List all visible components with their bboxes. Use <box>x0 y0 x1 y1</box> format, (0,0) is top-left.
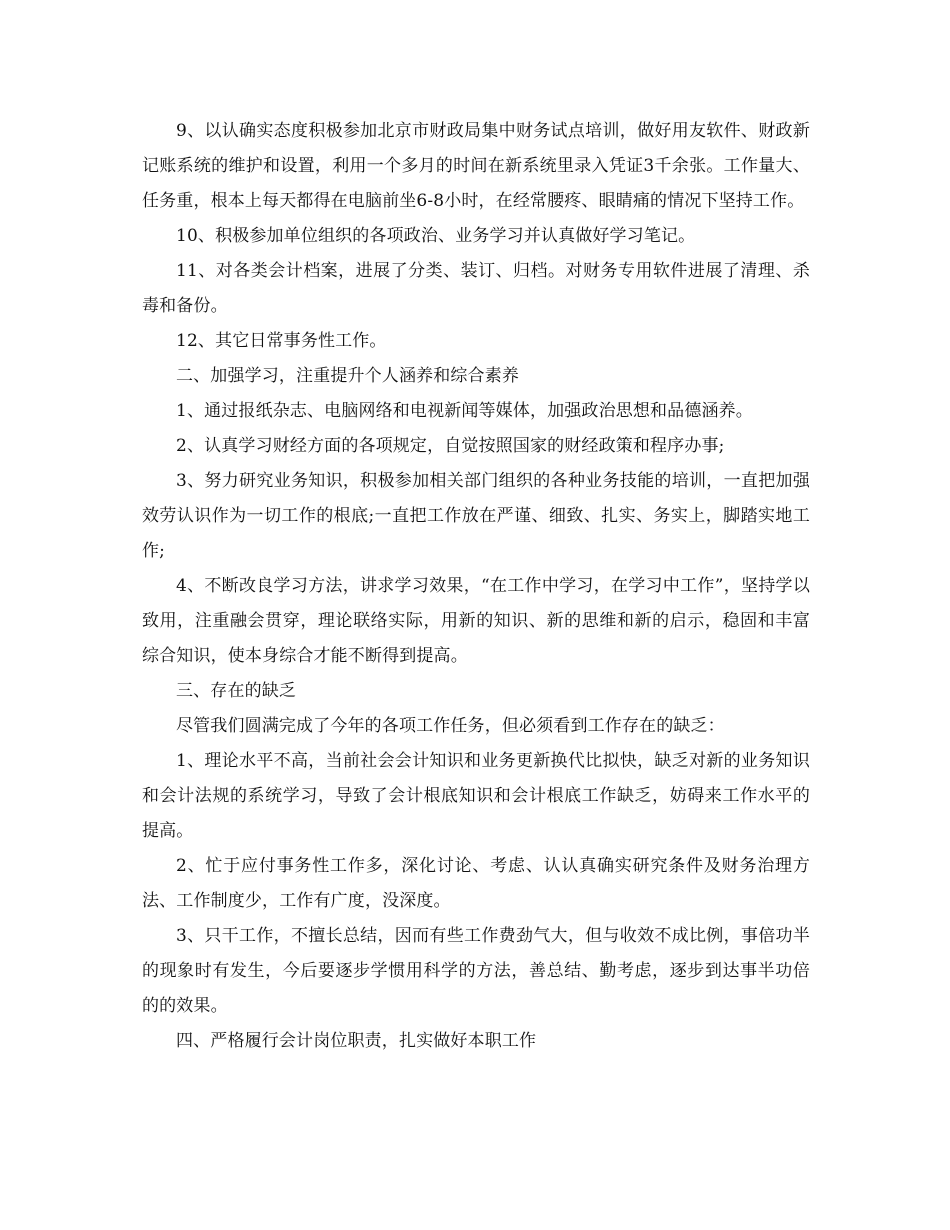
paragraph: 9、以认确实态度积极参加北京市财政局集中财务试点培训，做好用友软件、财政新记账系统的维护和设置，利用一个多月的时间在新系统里录入凭证3千余张。工作量大、任务重，根本上每天都得在电脑前坐6-8小时，在经常腰疼、眼睛痛的情况下坚持工作。 <box>142 121 810 211</box>
paragraph: 12、其它日常事务性工作。 <box>176 331 387 351</box>
paragraph: 1、通过报纸杂志、电脑网络和电视新闻等媒体，加强政治思想和品德涵养。 <box>176 401 753 421</box>
paragraph: 11、对各类会计档案，进展了分类、装订、归档。对财务专用软件进展了清理、杀毒和备份。 <box>142 261 810 316</box>
paragraph: 4、不断改良学习方法，讲求学习效果，“在工作中学习，在学习中工作”，坚持学以致用，注重融会贯穿，理论联络实际，用新的知识、新的思维和新的启示，稳固和丰富综合知识，使本身综合才能不断得到提高。 <box>142 576 810 666</box>
section-heading: 三、存在的缺乏 <box>176 681 297 701</box>
section-heading: 二、加强学习，注重提升个人涵养和综合素养 <box>176 366 519 386</box>
paragraph: 3、只干工作，不擅长总结，因而有些工作费劲气大，但与收效不成比例，事倍功半的现象时有发生，今后要逐步学惯用科学的方法，善总结、勤考虑，逐步到达事半功倍的的效果。 <box>142 926 810 1016</box>
paragraph: 1、理论水平不高，当前社会会计知识和业务更新换代比拟快，缺乏对新的业务知识和会计法规的系统学习，导致了会计根底知识和会计根底工作缺乏，妨碍来工作水平的提高。 <box>142 751 810 841</box>
paragraph: 3、努力研究业务知识，积极参加相关部门组织的各种业务技能的培训，一直把加强效劳认识作为一切工作的根底;一直把工作放在严谨、细致、扎实、务实上，脚踏实地工作; <box>142 471 810 561</box>
paragraph: 10、积极参加单位组织的各项政治、业务学习并认真做好学习笔记。 <box>176 226 696 246</box>
section-heading: 四、严格履行会计岗位职责，扎实做好本职工作 <box>176 1031 537 1051</box>
paragraph: 2、忙于应付事务性工作多，深化讨论、考虑、认认真确实研究条件及财务治理方法、工作制度少，工作有广度，没深度。 <box>142 856 810 911</box>
document-body <box>142 114 810 1059</box>
paragraph: 2、认真学习财经方面的各项规定，自觉按照国家的财经政策和程序办事; <box>176 436 725 456</box>
paragraph: 尽管我们圆满完成了今年的各项工作任务，但必须看到工作存在的缺乏： <box>176 716 725 736</box>
